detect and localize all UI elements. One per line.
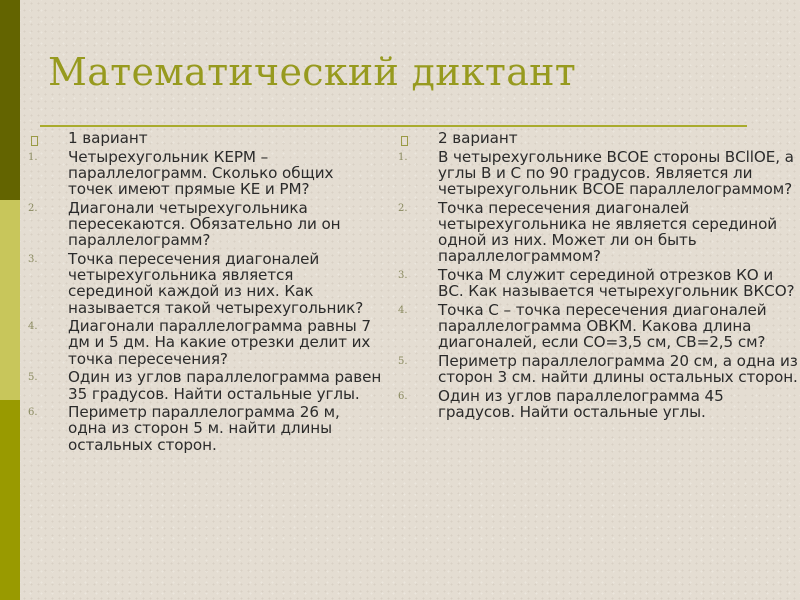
list-item (28, 369, 383, 401)
item-text: Периметр параллелограмма 26 м, одна из сторон 5 м. найти длины остальных сторон. (68, 403, 340, 454)
list-item (398, 388, 798, 420)
item-number: 6. (398, 391, 408, 403)
variant-2-column (398, 130, 798, 420)
item-number: 1. (398, 151, 408, 163)
variant-1-column (28, 130, 383, 453)
list-item (398, 200, 798, 265)
title-underline (40, 125, 747, 127)
sidebar-segment-top (0, 0, 20, 200)
item-number: 4. (398, 305, 408, 317)
item-number: 4. (28, 321, 38, 333)
item-number: 5. (398, 356, 408, 368)
list-item (398, 353, 798, 385)
item-number: 3. (28, 253, 38, 265)
item-text: Точка пересечения диагоналей четырехугольника является серединой каждой из них. Как называется такой четырехугольник? (68, 249, 364, 317)
item-text: Четырехугольник КЕРМ – параллелограмм. Сколько общих точек имеют прямые КЕ и РМ? (68, 147, 334, 199)
item-text: Точка пересечения диагоналей четырехугольника не является серединой одной из них. Может ли он быть параллелограммом? (438, 198, 778, 266)
item-text: Периметр параллелограмма 20 см, а одна из сторон 3 см. найти длины остальных сторон. (438, 352, 798, 387)
list-item (398, 267, 798, 299)
sidebar-segment-middle (0, 200, 20, 400)
list-item (28, 404, 383, 453)
item-number: 6. (28, 407, 38, 419)
item-number: 3. (398, 270, 408, 282)
list-item (28, 318, 383, 367)
bullet-icon (401, 136, 408, 146)
item-number: 1. (28, 151, 38, 163)
list-item (398, 149, 798, 198)
item-text: Диагонали четырехугольника пересекаются. Обязательно ли он параллелограмм? (68, 198, 341, 250)
item-number: 2. (398, 202, 408, 214)
item-text: Точка М служит серединой отрезков КО и ВС. Как называется четырехугольник ВКСО? (438, 266, 795, 301)
item-text: Один из углов параллелограмма равен 35 градусов. Найти остальные углы. (68, 368, 382, 403)
item-text: Диагонали параллелограмма равны 7 дм и 5 дм. На какие отрезки делит их точка пересечения? (68, 317, 371, 368)
list-item (28, 149, 383, 198)
list-item (28, 251, 383, 316)
list-item (28, 200, 383, 249)
variant-heading (28, 130, 383, 146)
item-text: В четырехугольнике ВСОЕ стороны ВСllОЕ, а углы В и С по 90 градусов. Является ли четырехугольник ВСОЕ параллелограммом? (438, 147, 794, 199)
item-text: Один из углов параллелограмма 45 градусов. Найти остальные углы. (438, 387, 724, 422)
item-text: Точка С – точка пересечения диагоналей параллелограмма ОВКМ. Какова длина диагоналей, если СО=3,5 см, СВ=2,5 см? (438, 301, 767, 352)
item-number: 5. (28, 372, 38, 384)
slide-title: Математический диктант (48, 50, 577, 94)
list-item (398, 302, 798, 351)
variant-heading (398, 130, 798, 146)
decorative-sidebar (0, 0, 20, 600)
bullet-icon (31, 136, 38, 146)
variant-heading-text: 1 вариант (68, 129, 148, 147)
variant-heading-text: 2 вариант (438, 129, 518, 147)
item-number: 2. (28, 202, 38, 214)
sidebar-segment-bottom (0, 400, 20, 600)
